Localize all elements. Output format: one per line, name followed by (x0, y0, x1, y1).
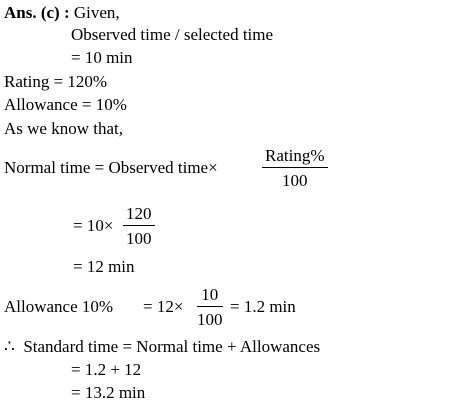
given-label: Given, (73, 3, 120, 22)
rating-line: Rating = 120% (4, 72, 108, 91)
observed-time-label: Observed time / selected time (71, 25, 274, 44)
standard-time-text: Standard time = Normal time + Allowances (23, 337, 321, 356)
fraction-denominator: 100 (197, 310, 223, 329)
normal-time-result: = 12 min (73, 257, 135, 276)
standard-time-step: = 1.2 + 12 (71, 360, 142, 379)
allowance-result: = 1.2 min (230, 297, 296, 316)
times-sign: × (103, 216, 114, 235)
therefore-symbol: ∴ (4, 337, 15, 356)
times-sign: × (173, 297, 184, 316)
step1-equation (73, 216, 113, 236)
allowance-calc-lhs (143, 297, 183, 317)
standard-time-result: = 13.2 min (71, 383, 146, 402)
fraction-denominator: 100 (282, 171, 308, 190)
normal-time-formula (4, 158, 218, 178)
allowance-line: Allowance = 10% (4, 95, 127, 114)
rating-fraction (262, 146, 328, 191)
answer-label: Ans. (c) : (4, 3, 70, 22)
times-sign: × (208, 158, 218, 177)
allowance-eq: = 12 (143, 297, 174, 316)
as-we-know-line: As we know that, (4, 119, 123, 138)
allowance-fraction (197, 285, 223, 330)
fraction-denominator: 100 (126, 229, 152, 248)
answer-header (4, 3, 120, 23)
standard-time-formula (4, 337, 320, 357)
fraction-numerator: 120 (123, 204, 155, 226)
normal-time-lhs: Normal time = Observed time (4, 158, 209, 177)
observed-time-value: = 10 min (71, 48, 133, 67)
step1-lhs: = 10 (73, 216, 104, 235)
allowance-calc-label: Allowance 10% (4, 297, 114, 316)
fraction-numerator: Rating% (262, 146, 328, 168)
step1-fraction (123, 204, 155, 249)
fraction-numerator: 10 (197, 285, 223, 307)
